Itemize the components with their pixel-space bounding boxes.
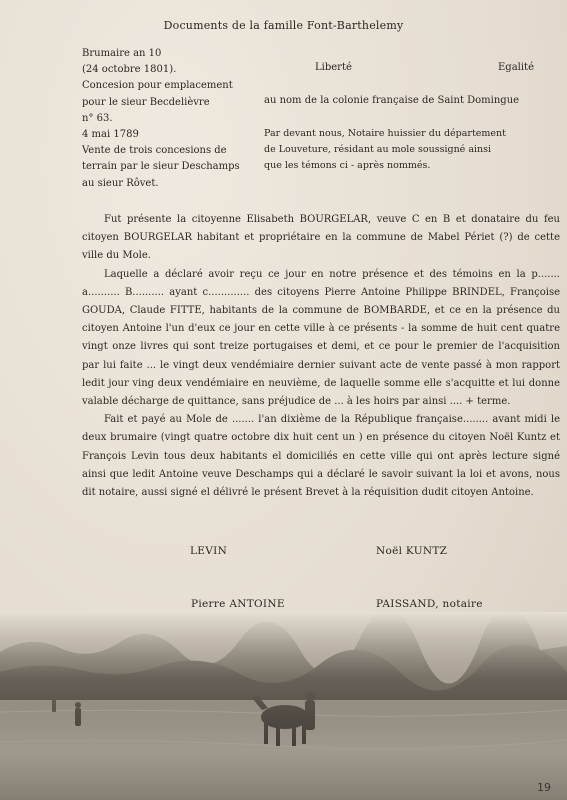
deed-body <box>82 211 560 502</box>
signature-levin: LEVIN <box>190 545 228 557</box>
notary-preamble <box>264 126 554 173</box>
reference-line: pour le sieur Becdelièvre <box>82 96 210 108</box>
reference-line: Brumaire an 10 <box>82 48 162 59</box>
body-paragraph: Fait et payé au Mole de ....... l'an dixième de la République française........ avant midi le deux brumaire (vingt quatre octobre dix huit cent un ) en présence du citoyen Noël Kuntz et François Levin tous deux habitants el domiciliés en cette ville qui ont après lecture signé ainsi que ledit Antoine veuve Deschamps qui a déclaré le savoir suivant la loi et avons, nous dit notaire, aussi signé el délivré le présent Brevet à la réquisition dudit citoyen Antoine. <box>82 414 560 499</box>
page-header-title: Documents de la famille Font-Barthelemy <box>163 19 404 32</box>
colony-heading: au nom de la colonie française de Saint Domingue <box>264 95 520 106</box>
page-number: 19 <box>537 781 551 794</box>
signature-antoine: Pierre ANTOINE <box>191 598 285 610</box>
notary-line: Par devant nous, Notaire huissier du département <box>264 128 506 139</box>
reference-line: Concesion pour emplacement <box>82 80 233 92</box>
reference-line: 4 mai 1789 <box>82 129 139 141</box>
notary-line: que les témons ci - après nommés. <box>264 159 431 171</box>
reference-line: Vente de trois concesions de <box>82 145 227 157</box>
reference-notes <box>82 46 262 192</box>
reference-line: terrain par le sieur Deschamps <box>82 161 240 173</box>
river-crossing-photo <box>0 612 567 800</box>
motto-liberte: Liberté <box>315 62 352 73</box>
notary-line: de Louveture, résidant au mole soussigné ainsi <box>264 143 492 155</box>
motto-egalite: Egalité <box>498 62 534 73</box>
body-paragraph: Laquelle a déclaré avoir reçu ce jour en notre présence et des témoins en la p....... a.......... B.......... ayant c............. des citoyens Pierre Antoine Philippe BRINDEL, Françoise GOUDA, Claude FITTE, habitants de la commune de BOMBARDE, et ce en la présence du citoyen Antoine l'un d'eux ce jour en cette ville à ce présents - la somme de huit cent quatre vingt onze livres qui sont treize portugaises et demi, et ce pour le premier de l'acquisition par lui faite ... le vingt deux vendémiaire dernier suivant acte de vente passé à mon rapport ledit jour ving deux vendémiaire en neuvième, de laquelle somme elle s'acquitte et lui donne valable décharge de quittance, sans préjudice de ... à les hoirs par ainsi .... + terme. <box>82 268 560 408</box>
body-paragraph: Fut présente la citoyenne Elisabeth BOURGELAR, veuve C en B et donataire du feu citoyen BOURGELAR habitant et propriétaire en la commune de Mabel Périet (?) de cette ville du Mole. <box>82 214 560 262</box>
signature-kuntz: Noël KUNTZ <box>376 545 448 557</box>
signature-paissand: PAISSAND, notaire <box>376 598 483 610</box>
reference-line: n° 63. <box>82 112 113 124</box>
reference-line: (24 octobre 1801). <box>82 64 177 76</box>
reference-line: au sieur Rôvet. <box>82 177 159 189</box>
